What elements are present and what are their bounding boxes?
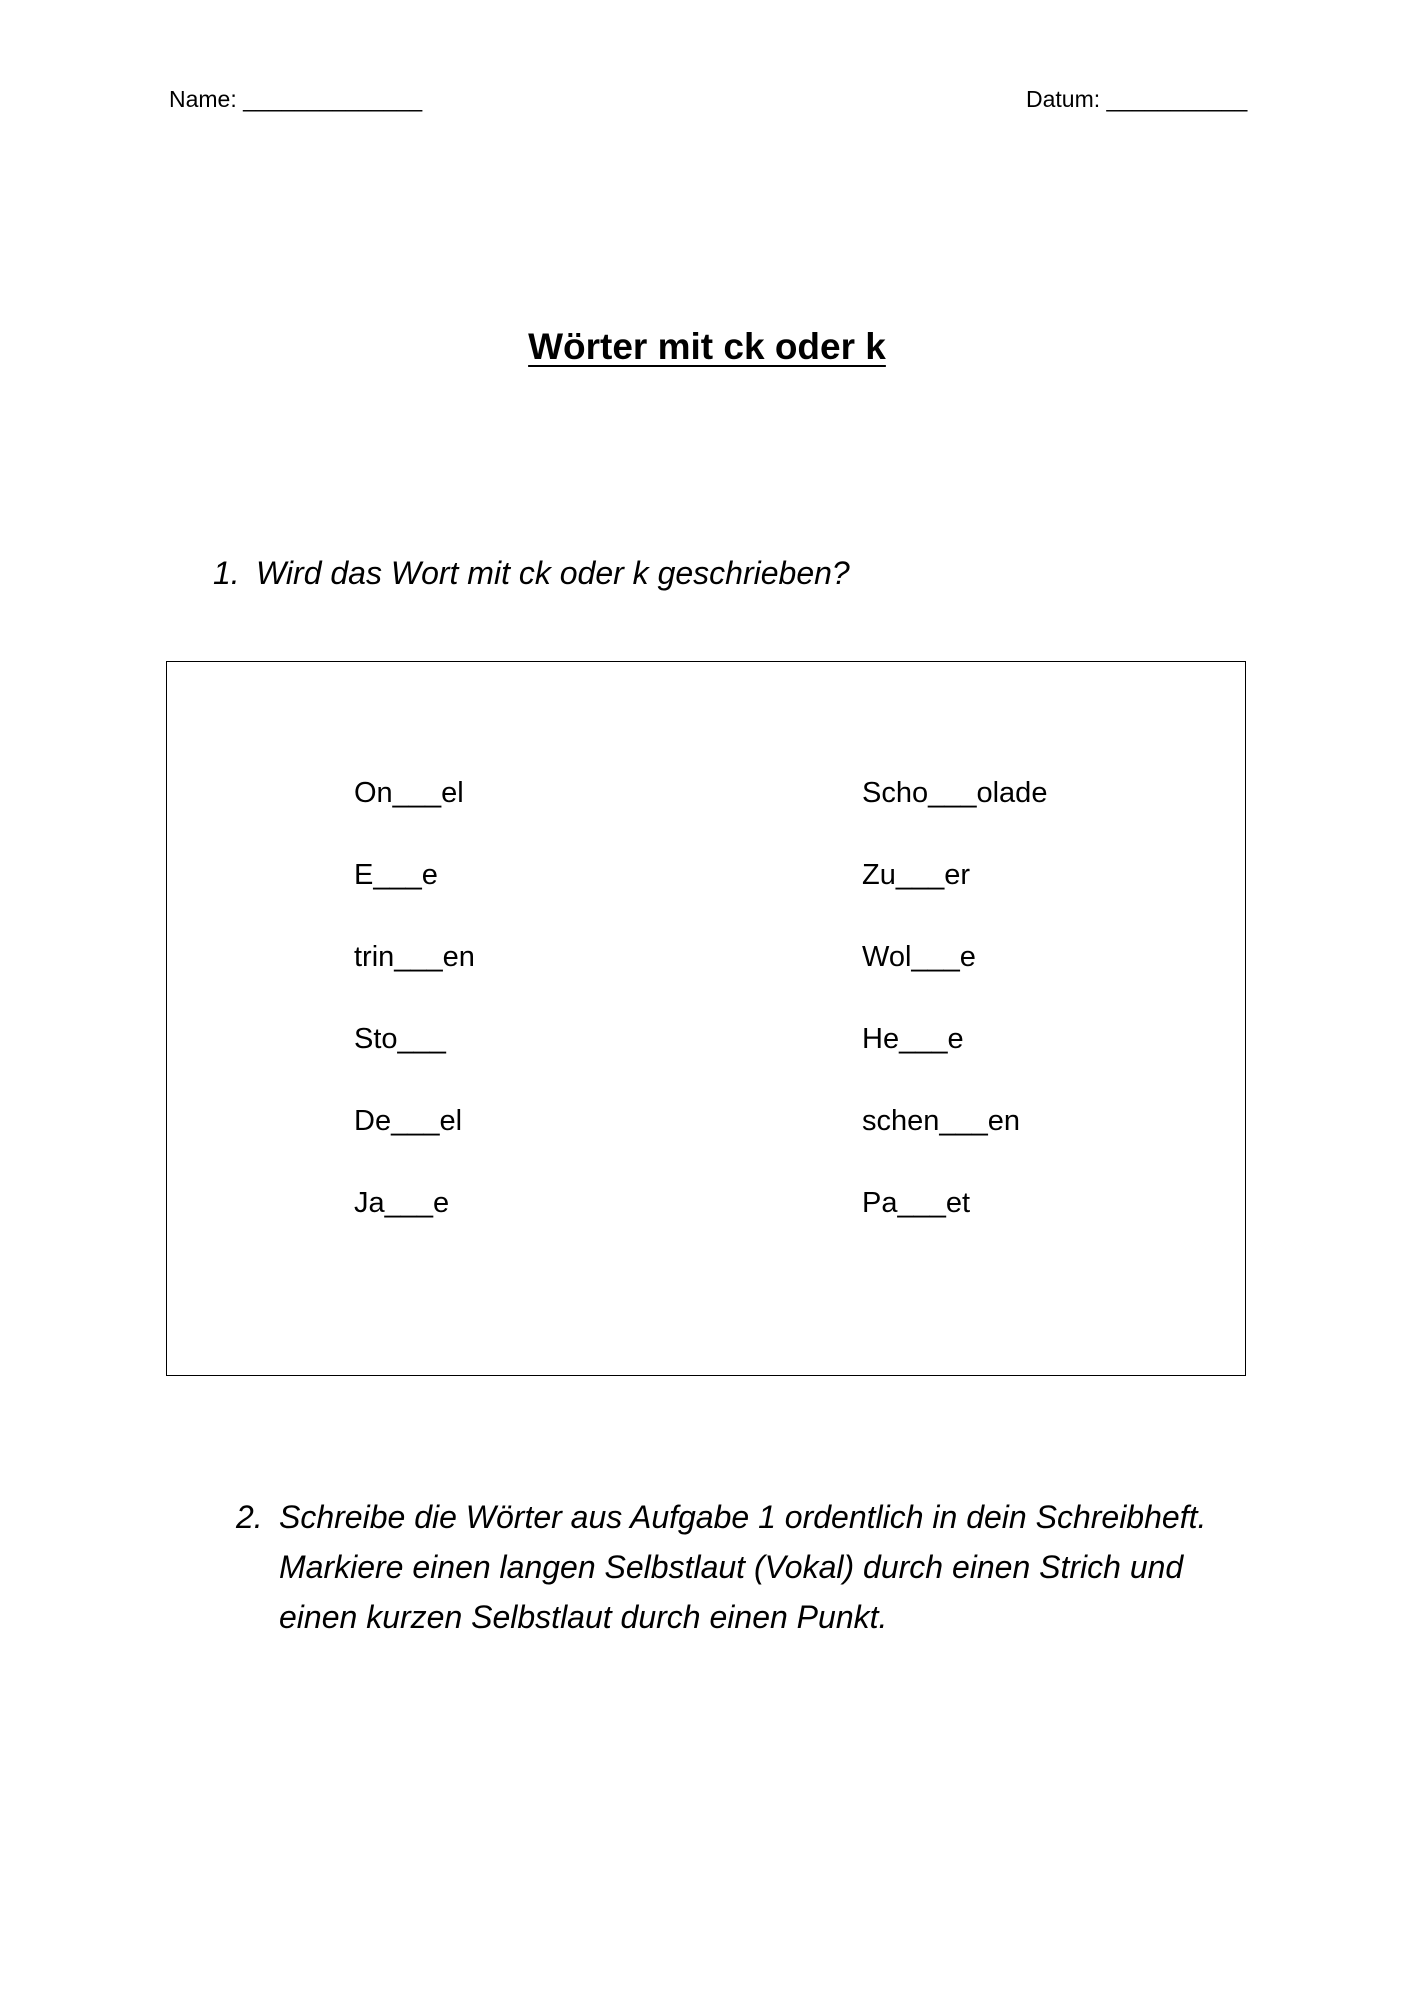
task-2-instruction: Schreibe die Wörter aus Aufgabe 1 ordentlich in dein Schreibheft. Markiere einen langen Selbstlaut (Vokal) durch einen Strich und einen kurzen Selbstlaut durch einen Punkt. <box>279 1499 1207 1635</box>
word-column-left <box>354 775 475 1267</box>
task-1-instruction: Wird das Wort mit ck oder k geschrieben? <box>256 555 850 591</box>
task-1 <box>213 548 850 598</box>
word-item: schen___en <box>862 1105 1021 1137</box>
word-item: De___el <box>354 1105 463 1137</box>
word-item: Scho___olade <box>862 777 1048 809</box>
name-field: Name: ______________ <box>169 86 423 112</box>
word-box <box>166 661 1246 1376</box>
word-item: Ja___e <box>354 1187 450 1219</box>
worksheet-title: Wörter mit ck oder k <box>528 326 886 367</box>
word-item: Sto___ <box>354 1023 446 1055</box>
date-field: Datum: ___________ <box>1026 86 1248 112</box>
word-item: E___e <box>354 859 438 891</box>
task-2 <box>236 1492 1236 1642</box>
word-item: On___el <box>354 777 464 809</box>
word-item: trin___en <box>354 941 475 973</box>
task-1-number: 1. <box>213 555 240 591</box>
task-2-number: 2. <box>236 1499 263 1535</box>
word-column-right <box>862 775 1047 1267</box>
word-item: He___e <box>862 1023 964 1055</box>
word-item: Pa___et <box>862 1187 971 1219</box>
word-item: Wol___e <box>862 941 976 973</box>
word-item: Zu___er <box>862 859 971 891</box>
